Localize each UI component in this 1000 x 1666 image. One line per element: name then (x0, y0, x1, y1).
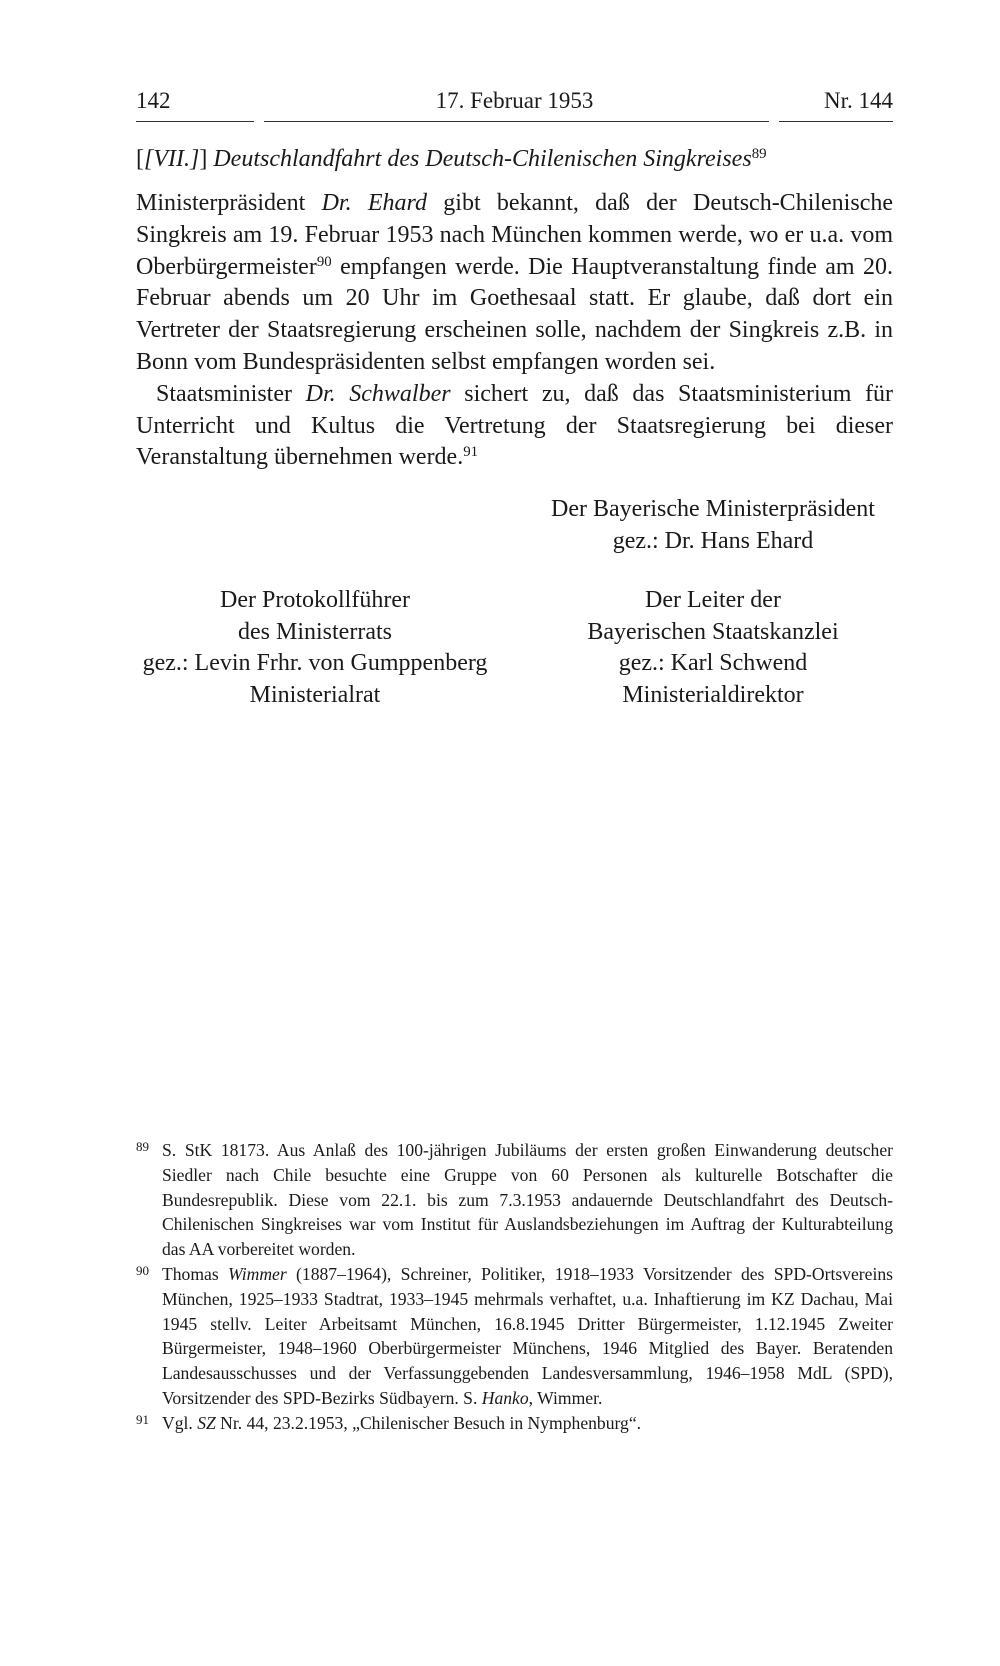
signature-title: Der Leiter der (645, 587, 781, 613)
header-rule-left (136, 121, 254, 122)
footnote-text-a: Vgl. (162, 1412, 198, 1433)
section-title: Deutschlandfahrt des Deutsch-Chilenischen Singkreises (213, 146, 752, 172)
header-rule-center (264, 121, 769, 122)
body-text (136, 188, 893, 474)
signature-rank: Ministerialdirektor (622, 681, 804, 708)
footnote-text-c: , Wimmer. (528, 1387, 603, 1408)
person-wimmer: Wimmer (228, 1263, 287, 1284)
paragraph1-text-c: empfangen werde. Die Hauptveranstaltung finde am 20. Februar abends um 20 Uhr im Goethesaal statt. Er glaube, daß dort ein Vertreter der Staatsregierung erscheinen solle, nachdem der Singkreis z.B. in Bonn vom Bundespräsidenten selbst empfangen worden sei. (136, 253, 893, 375)
footnote-number: 90 (136, 1262, 149, 1278)
person-ehard: Dr. Ehard (321, 190, 428, 216)
footnote-text-a: Thomas (162, 1263, 229, 1284)
paragraph1-text-a: Ministerpräsident (136, 190, 322, 216)
running-head-date: 17. Februar 1953 (435, 88, 594, 113)
signature-minister-president (533, 494, 893, 557)
section-heading: [[VII.]] Deutschlandfahrt des Deutsch-Chilenischen Singkreises$^{89}$ (136, 145, 767, 172)
person-schwalber: Dr. Schwalber (305, 380, 451, 407)
footnote-ref-91[interactable]: 91 (463, 444, 479, 461)
paragraph1-text-b: gibt bekannt, daß der Deutsch-Chilenische Singkreis am 19. Februar 1953 nach München kommen werde, wo er u.a. vom Oberbürgermeister (136, 190, 893, 280)
paragraph-ehard (136, 188, 893, 379)
author-hanko: Hanko (481, 1387, 529, 1408)
signature-title-2: Bayerischen Staatskanzlei (587, 618, 839, 645)
signature-protocol-keeper (115, 585, 515, 711)
signature-title: Der Bayerische Ministerpräsident (551, 496, 875, 522)
page-number: 142 (136, 88, 171, 113)
footnote-89 (136, 1138, 893, 1262)
signature-title-2: des Ministerrats (238, 618, 392, 645)
footnote-ref-89[interactable]: 89 (751, 145, 767, 162)
footnote-ref-90[interactable]: 90 (316, 253, 332, 270)
footnote-91 (136, 1411, 893, 1436)
footnote-number: 91 (136, 1411, 149, 1427)
footnote-text-b: (1887–1964), Schreiner, Politiker, 1918–1933 Vorsitzender des SPD-Ortsvereins München, 1925–1933 Stadtrat, 1933–1945 mehrmals verhaftet, u.a. Inhaftierung im KZ Dachau, Mai 1945 stellv. Leiter Arbeitsamt München, 16.8.1945 Dritter Bürgermeister, 1.12.1945 Zweiter Bürgermeister, 1948–1960 Oberbürgermeister Münchens, 1946 Mitglied des Bayer. Beratenden Landesausschusses und der Verfassunggebenden Landesversammlung, 1946–1958 MdL (SPD), Vorsitzender des SPD-Bezirks Südbayern. S. (162, 1263, 893, 1408)
paragraph-schwalber (136, 379, 893, 474)
signature-name: gez.: Karl Schwend (618, 650, 808, 676)
source-sz: SZ (197, 1412, 216, 1433)
protocol-number: Nr. 144 (824, 88, 893, 113)
signature-chancellery-head (533, 585, 893, 711)
footnote-number: 89 (136, 1139, 149, 1154)
footnotes (136, 1138, 893, 1436)
footnote-90 (136, 1262, 893, 1411)
signature-name: gez.: Dr. Hans Ehard (612, 527, 814, 554)
footnote-text-b: Nr. 44, 23.2.1953, „Chilenischer Besuch in Nymphenburg“. (215, 1412, 642, 1433)
paragraph2-text-a: Staatsminister (156, 380, 306, 407)
signature-title: Der Protokollführer (220, 587, 410, 613)
running-head (136, 82, 893, 122)
section-label: [VII.] (144, 146, 200, 172)
header-rule-right (779, 121, 893, 122)
signature-name: gez.: Levin Frhr. von Gumppenberg (142, 650, 488, 676)
footnote-text: S. StK 18173. Aus Anlaß des 100-jährigen Jubiläums der ersten großen Einwanderung deutscher Siedler nach Chile besuchte eine Gruppe von 60 Personen als kulturelle Botschafter die Bundesrepublik. Diese vom 22.1. bis zum 7.3.1953 andauernde Deutschlandfahrt des Deutsch-Chilenischen Singkreises war vom Institut für Auslandsbeziehungen im Auftrag der Kulturabteilung das AA vorbereitet worden. (162, 1140, 893, 1260)
paragraph2-text-b: sichert zu, daß das Staatsministerium für Unterricht und Kultus die Vertretung der Staatsregierung bei dieser Veranstaltung übernehmen werde. (136, 380, 893, 471)
signature-rank: Ministerialrat (249, 681, 381, 708)
